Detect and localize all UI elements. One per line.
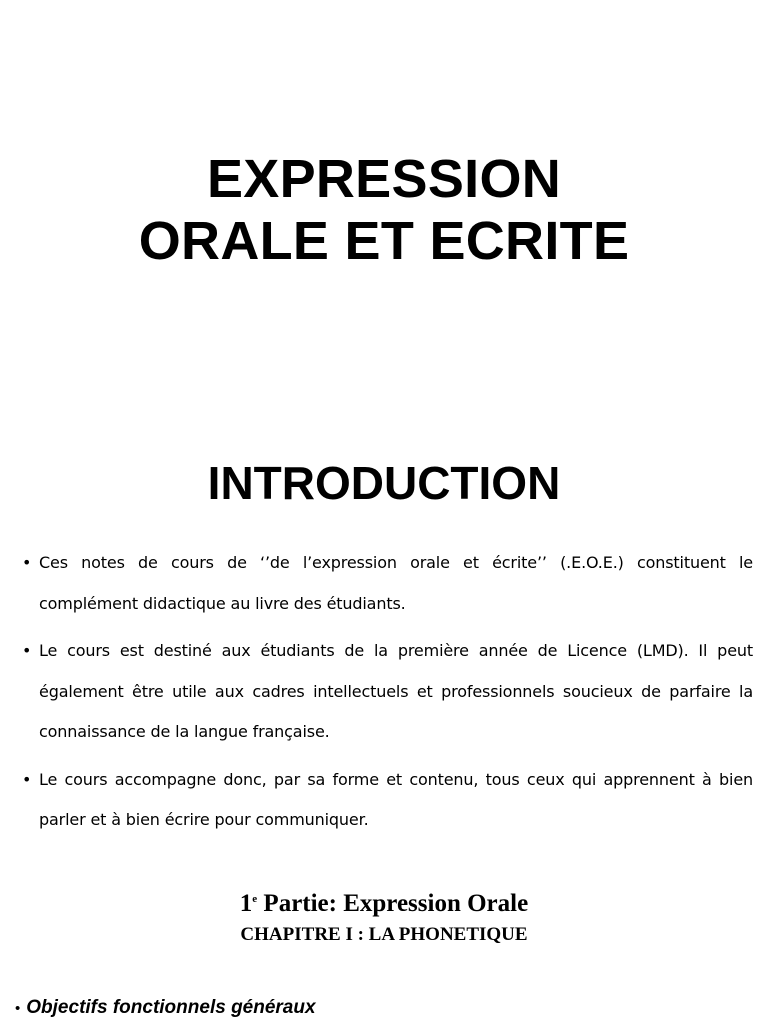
list-item [22,543,753,624]
list-item-text: Ces notes de cours de ‘’de l’expression orale et écrite’’ (.E.O.E.) constituent le complément didactique au livre des étudiants. [39,553,753,613]
bullet-icon: • [22,641,32,660]
objectives-label: Objectifs fonctionnels généraux [26,997,316,1018]
bullet-icon: • [22,769,32,789]
part-number: 1 [239,890,253,917]
introduction-bullet-list [22,543,753,848]
objectives-heading [15,998,316,1019]
document-title-line-1: EXPRESSION [206,149,562,209]
bullet-icon: • [15,1000,21,1017]
part-label: Partie: Expression Orale [263,890,529,917]
list-item [22,760,753,841]
document-title-line-2: ORALE ET ECRITE [138,211,630,271]
list-item-text: Le cours accompagne donc, par sa forme et contenu, tous ceux qui apprennent à bien parler et à bien écrire pour communiquer. [39,769,753,829]
introduction-heading: INTRODUCTION [207,457,561,509]
list-item [22,631,753,753]
part-number-superscript: e [252,893,258,905]
list-item-text: Le cours est destiné aux étudiants de la première année de Licence (LMD). Il peut également être utile aux cadres intellectuels et professionnels soucieux de parfaire la connaissance de la langue française. [39,641,753,741]
part-title [0,891,768,916]
bullet-icon: • [22,553,32,572]
chapter-title: CHAPITRE I : LA PHONETIQUE [240,924,528,945]
